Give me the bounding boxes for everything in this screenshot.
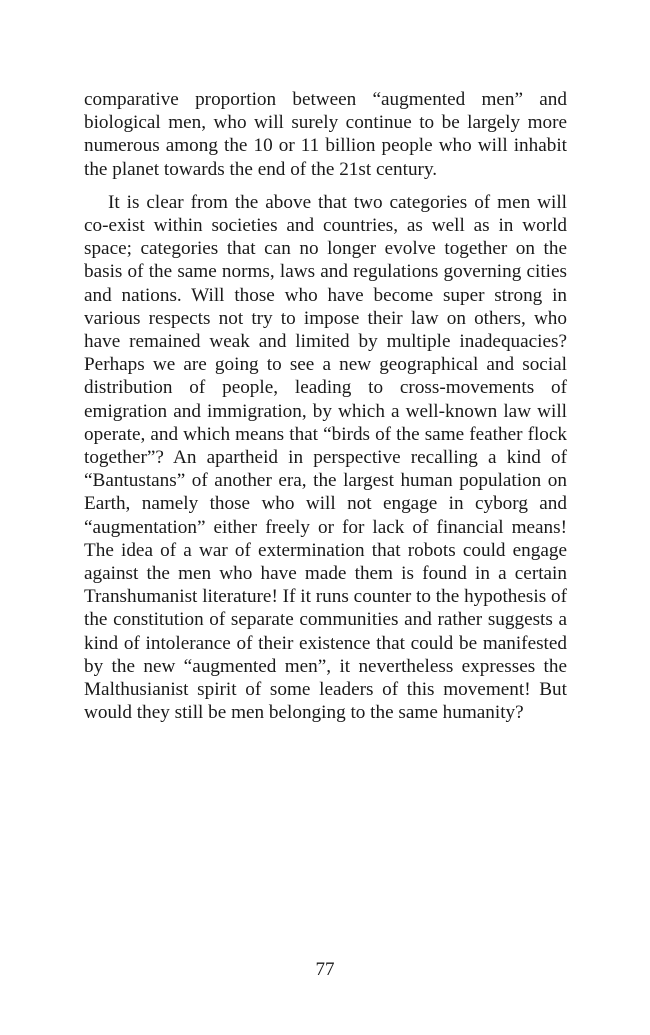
- body-text: [84, 88, 567, 724]
- paragraph-main: It is clear from the above that two categories of men will co-exist within societies and countries, as well as in world space; categories that can no longer evolve together on the basis of the same norms, laws and regulations governing cities and nations. Will those who have become super strong in various respects not try to impose their law on others, who have remained weak and limited by multiple inadequacies?Perhaps we are going to see a new geographical and social distribution of people, leading to cross-movements of emigration and immigration, by which a well-known law will operate, and which means that “birds of the same feather flock together”? An apartheid in perspective recalling a kind of “Bantustans” of another era, the largest human population on Earth, namely those who will not engage in cyborg and “augmentation” either freely or for lack of financial means! The idea of a war of extermination that robots could engage against the men who have made them is found in a certain Transhumanist literature! If it runs counter to the hypothesis of the constitution of separate communities and rather suggests a kind of intolerance of their existence that could be manifested by the new “augmented men”, it nevertheless expresses the Malthusianist spirit of some leaders of this movement! But would they still be men belonging to the same humanity?: [84, 191, 567, 724]
- page-number: 77: [315, 959, 335, 980]
- paragraph-continuation: comparative proportion between “augmented men” and biological men, who will surely continue to be largely more numerous among the 10 or 11 billion people who will inhabit the planet towards the end of the 21st century.: [84, 89, 567, 180]
